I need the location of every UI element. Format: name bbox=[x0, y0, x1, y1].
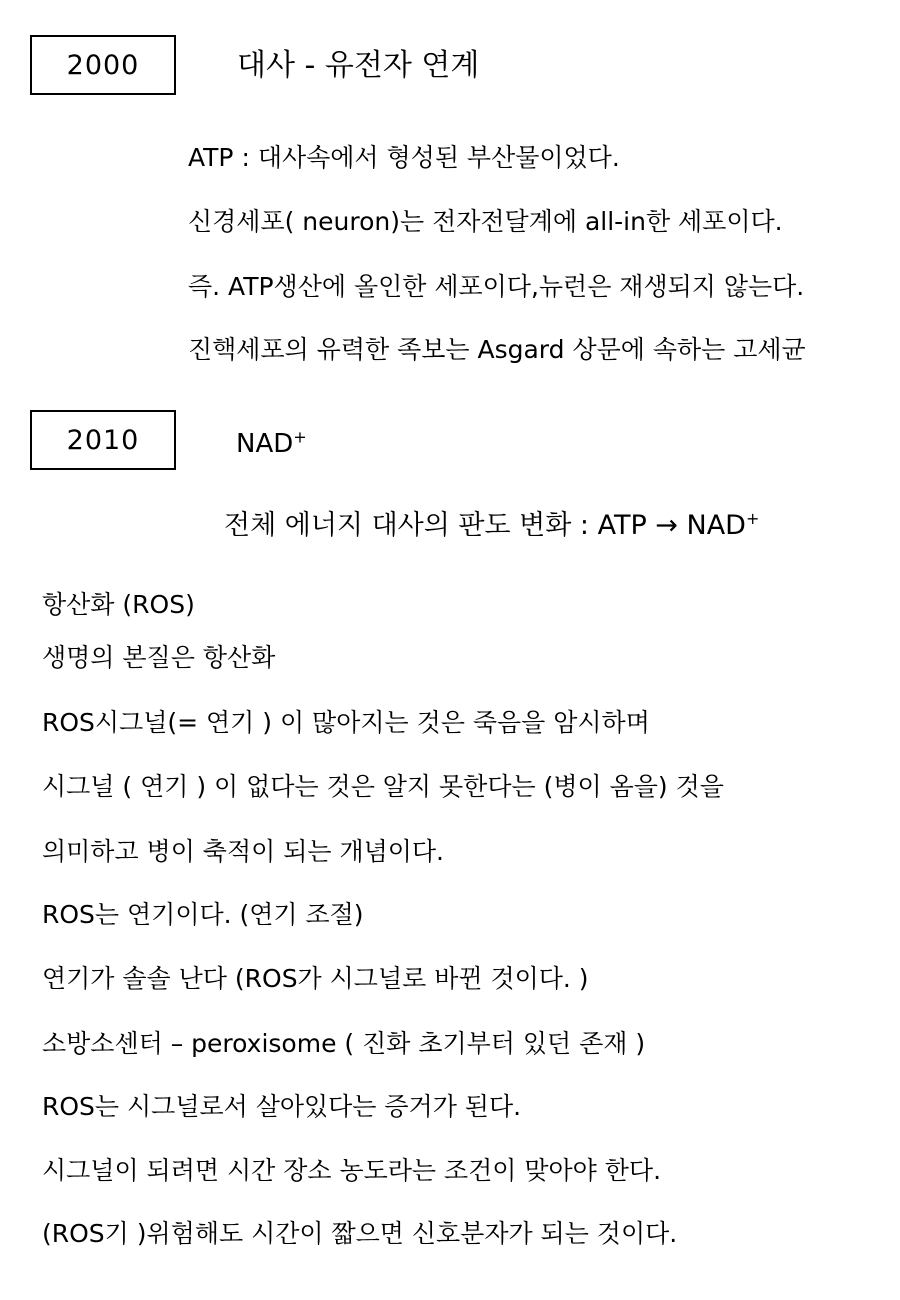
subtitle-superscript: + bbox=[745, 509, 760, 528]
body-line: 의미하고 병이 축적이 되는 개념이다. bbox=[42, 837, 444, 866]
body-line: 시그널이 되려면 시간 장소 농도라는 조건이 맞아야 한다. bbox=[42, 1156, 662, 1185]
body-line: 항산화 (ROS) bbox=[42, 590, 195, 619]
body-line: 연기가 솔솔 난다 (ROS가 시그널로 바뀐 것이다. ) bbox=[42, 964, 589, 993]
year-box-2000 bbox=[30, 35, 176, 95]
body-line: ROS는 연기이다. (연기 조절) bbox=[42, 900, 364, 929]
year-box-2010 bbox=[30, 410, 176, 470]
year-label: 2010 bbox=[66, 424, 140, 456]
subtitle-base: 전체 에너지 대사의 판도 변화 : ATP → NAD bbox=[224, 510, 746, 541]
body-line: ROS시그널(= 연기 ) 이 많아지는 것은 죽음을 암시하며 bbox=[42, 708, 650, 737]
body-line: 시그널 ( 연기 ) 이 없다는 것은 알지 못한다는 (병이 옴을) 것을 bbox=[42, 772, 724, 801]
section-2000-item: 진핵세포의 유력한 족보는 Asgard 상문에 속하는 고세균 bbox=[188, 335, 806, 364]
title-base: NAD bbox=[236, 429, 294, 459]
section-2000-item: 즉. ATP생산에 올인한 세포이다,뉴런은 재생되지 않는다. bbox=[188, 272, 805, 301]
body-line: (ROS기 )위험해도 시간이 짧으면 신호분자가 되는 것이다. bbox=[42, 1219, 678, 1248]
section-2000-item: 신경세포( neuron)는 전자전달계에 all-in한 세포이다. bbox=[188, 207, 783, 236]
body-line: ROS는 시그널로서 살아있다는 증거가 된다. bbox=[42, 1092, 522, 1121]
section-2000-item: ATP : 대사속에서 형성된 부산물이었다. bbox=[188, 143, 620, 172]
body-line: 생명의 본질은 항산화 bbox=[42, 643, 276, 672]
section-title-2000: 대사 - 유전자 연계 bbox=[237, 48, 480, 83]
section-subtitle-2010 bbox=[224, 510, 759, 542]
section-title-2010 bbox=[236, 428, 307, 460]
title-superscript: + bbox=[293, 427, 307, 447]
year-label: 2000 bbox=[66, 49, 140, 81]
body-line: 소방소센터 – peroxisome ( 진화 초기부터 있던 존재 ) bbox=[42, 1029, 646, 1058]
